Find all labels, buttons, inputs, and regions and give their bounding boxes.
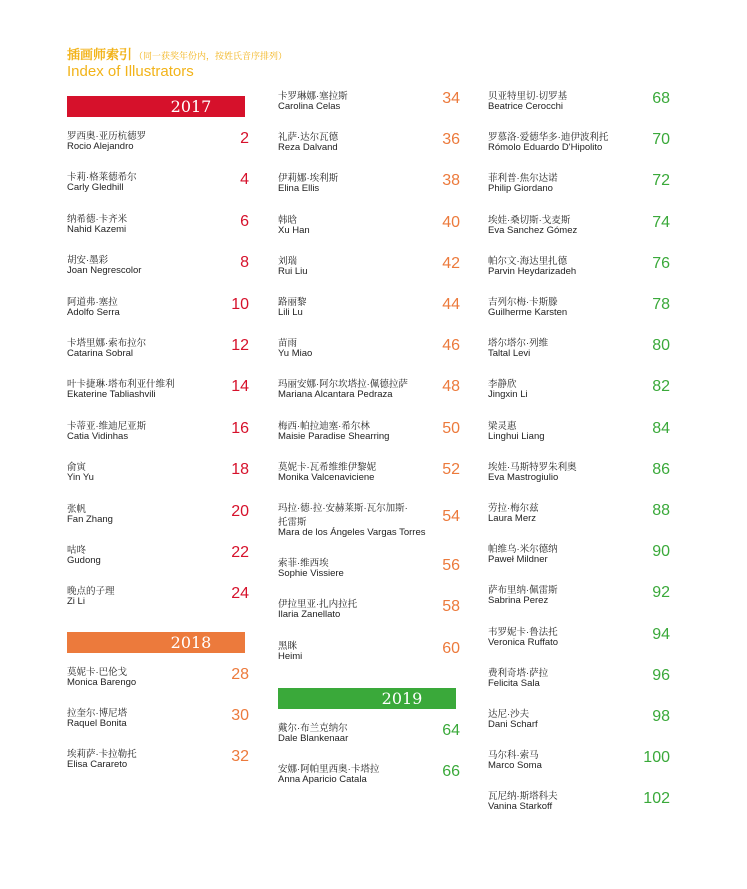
- illustrator-name-en: Veronica Ruffato: [488, 636, 559, 648]
- illustrator-name-en: Rui Liu: [278, 265, 308, 277]
- illustrator-name-cn: 埃莉萨·卡拉勒托: [67, 749, 137, 760]
- illustrator-name-cn: 帕尔文·海达里扎德: [488, 255, 568, 267]
- illustrator-name-cn: 张帆: [67, 503, 87, 515]
- illustrator-name-en: Carolina Celas: [278, 101, 341, 112]
- illustrator-name-cn: 梅西·帕拉迪塞·希尔林: [278, 420, 370, 432]
- index-entry[interactable]: [488, 335, 670, 375]
- index-entry[interactable]: [67, 542, 249, 582]
- index-entry[interactable]: [67, 664, 249, 704]
- index-entry[interactable]: [488, 212, 670, 252]
- index-entry[interactable]: [488, 706, 670, 746]
- page-number[interactable]: 90: [652, 543, 670, 561]
- index-entry[interactable]: [67, 128, 249, 168]
- illustrator-name-cn: 叶卡捷琳·塔布利亚什维利: [67, 379, 175, 391]
- illustrator-name-cn: 吉列尔梅·卡斯滕: [488, 297, 558, 308]
- illustrator-name-en: Yu Miao: [278, 348, 313, 360]
- illustrator-name-en: Adolfo Serra: [67, 306, 120, 318]
- illustrator-name-en: Lili Lu: [278, 307, 303, 318]
- index-entry[interactable]: [488, 788, 670, 828]
- illustrator-name-cn: 达尼·沙夫: [488, 709, 530, 720]
- index-entry[interactable]: [278, 129, 460, 169]
- page-number[interactable]: 14: [231, 378, 249, 396]
- illustrator-name-en: Dani Scharf: [488, 719, 538, 730]
- illustrator-name-en: Monica Barengo: [67, 677, 137, 688]
- illustrator-name-cn: 费利奇塔·萨拉: [488, 667, 549, 679]
- illustrator-name-en: Beatrice Cerocchi: [488, 101, 563, 112]
- page-number[interactable]: 64: [442, 722, 460, 739]
- page-number[interactable]: 88: [652, 502, 670, 519]
- index-entry[interactable]: [278, 638, 460, 678]
- page-number[interactable]: 38: [442, 172, 460, 190]
- illustrator-name-cn: 帕维乌·米尔德纳: [488, 544, 558, 556]
- page-number[interactable]: 72: [652, 172, 670, 190]
- illustrator-name-en: Parvin Heydarizadeh: [488, 265, 577, 277]
- illustrator-name-en: Heimi: [278, 650, 303, 662]
- illustrator-name-en: Gudong: [67, 555, 101, 566]
- illustrator-name-en: Paweł Mildner: [488, 554, 548, 566]
- page-number[interactable]: 82: [652, 378, 670, 396]
- index-entry[interactable]: [488, 624, 670, 664]
- illustrator-name-cn: 劳拉·梅尔兹: [488, 503, 539, 514]
- illustrator-name-cn: 玛丽安娜·阿尔坎塔拉·佩德拉萨: [278, 379, 408, 391]
- illustrator-name-cn: 莫妮卡·巴伦戈: [67, 667, 128, 678]
- index-entry[interactable]: [67, 211, 249, 251]
- illustrator-name-cn: 戴尔·布兰克纳尔: [278, 723, 348, 734]
- page-number[interactable]: 76: [652, 254, 670, 272]
- illustrator-name-en: Zi Li: [67, 596, 85, 608]
- illustrator-name-cn: 韦罗妮卡·鲁法托: [488, 626, 558, 638]
- illustrator-name-cn: 玛拉·德·拉·安赫莱斯·瓦尔加斯·: [278, 503, 408, 514]
- illustrator-name-en: Monika Valcenaviciene: [278, 471, 375, 483]
- page-number[interactable]: 44: [442, 296, 460, 313]
- page-number[interactable]: 60: [442, 639, 460, 657]
- page-number[interactable]: 32: [231, 748, 249, 765]
- page-number[interactable]: 34: [442, 90, 460, 107]
- illustrator-name-en: Raquel Bonita: [67, 718, 127, 729]
- index-entry[interactable]: [67, 169, 249, 209]
- page-number[interactable]: 98: [652, 708, 670, 725]
- illustrator-name-cn: 马尔科·索马: [488, 750, 539, 762]
- illustrator-name-cn: 苗雨: [278, 338, 298, 350]
- illustrator-name-en: Elina Ellis: [278, 183, 320, 195]
- illustrator-name-cn: 莫妮卡·瓦希维维伊黎妮: [278, 461, 377, 473]
- index-entry[interactable]: [67, 583, 249, 623]
- index-entry[interactable]: [278, 253, 460, 293]
- index-entry[interactable]: [488, 88, 670, 128]
- index-entry[interactable]: [488, 253, 670, 293]
- index-entry[interactable]: [278, 459, 460, 499]
- index-entry[interactable]: [67, 705, 249, 745]
- index-entry[interactable]: [488, 294, 670, 334]
- page-number[interactable]: 84: [652, 419, 670, 437]
- page-number[interactable]: 54: [442, 508, 460, 525]
- page-number[interactable]: 58: [442, 598, 460, 616]
- illustrator-name-en: Philip Giordano: [488, 183, 553, 195]
- index-entry[interactable]: [278, 88, 460, 128]
- illustrator-name-en: Taltal Levi: [488, 348, 531, 360]
- illustrator-name-cn: 礼萨·达尔瓦德: [278, 132, 339, 144]
- index-entry[interactable]: [278, 720, 460, 760]
- page-number[interactable]: 96: [652, 666, 670, 684]
- page-number[interactable]: 52: [442, 460, 460, 478]
- page-number[interactable]: 8: [240, 254, 249, 272]
- illustrator-name-cn: 卡莉·格莱德希尔: [67, 172, 137, 184]
- illustrator-name-cn: 卡塔里娜·索布拉尔: [67, 338, 147, 349]
- page-number[interactable]: 16: [231, 419, 249, 437]
- page-number[interactable]: 18: [231, 461, 249, 479]
- page-number[interactable]: 12: [231, 337, 249, 354]
- index-entry[interactable]: [488, 376, 670, 416]
- illustrator-name-en: Mara de los Ángeles Vargas Torres: [278, 527, 426, 538]
- year-heading-2018: [67, 632, 245, 653]
- illustrator-name-cn: 安娜·阿帕里西奥·卡塔拉: [278, 764, 380, 775]
- index-entry[interactable]: [488, 541, 670, 581]
- index-entry[interactable]: [278, 376, 460, 416]
- illustrator-name-cn: 俞寅: [67, 462, 87, 474]
- index-title-en: Index of Illustrators: [67, 63, 194, 80]
- page-number[interactable]: 30: [231, 707, 249, 724]
- illustrator-name-cn: 晚点的子理: [67, 586, 115, 598]
- page-number[interactable]: 20: [231, 502, 249, 520]
- illustrator-name-cn: 梁灵惠: [488, 420, 517, 432]
- illustrator-name-cn: 伊莉娜·埃利斯: [278, 173, 339, 185]
- illustrator-name-en: Fan Zhang: [67, 513, 113, 525]
- page-number[interactable]: 10: [231, 295, 249, 313]
- illustrator-name-cn-line2: 托雷斯: [278, 517, 307, 528]
- index-entry[interactable]: [278, 212, 460, 252]
- page-number[interactable]: 74: [652, 213, 670, 231]
- illustrator-name-cn: 贝亚特里切·切罗基: [488, 91, 568, 102]
- illustrator-name-cn: 黑眯: [278, 640, 298, 652]
- illustrator-name-en: Rómolo Eduardo D'Hipolito: [488, 142, 603, 154]
- illustrator-name-cn: 伊拉里亚·扎内拉托: [278, 599, 358, 611]
- illustrator-name-cn: 埃娃·桑切斯·戈麦斯: [488, 214, 571, 226]
- illustrator-name-en: Ilaria Zanellato: [278, 609, 341, 621]
- illustrator-name-en: Vanina Starkoff: [488, 801, 553, 813]
- index-entry[interactable]: [488, 170, 670, 210]
- index-entry[interactable]: [278, 335, 460, 375]
- index-entry[interactable]: [67, 376, 249, 416]
- page-number[interactable]: 92: [652, 584, 670, 602]
- illustrator-name-en: Rocio Alejandro: [67, 141, 134, 152]
- illustrator-name-en: Carly Gledhill: [67, 182, 124, 194]
- index-entry[interactable]: [278, 418, 460, 458]
- illustrator-name-cn: 萨布里纳·佩雷斯: [488, 585, 558, 597]
- page-number[interactable]: 4: [240, 171, 249, 189]
- illustrator-name-en: Jingxin Li: [488, 389, 528, 401]
- illustrator-name-en: Maisie Paradise Shearring: [278, 430, 390, 442]
- illustrator-name-en: Linghui Liang: [488, 430, 545, 442]
- page-number[interactable]: 42: [442, 254, 460, 272]
- index-entry[interactable]: [488, 459, 670, 499]
- illustrator-name-cn: 拉奎尔·博尼塔: [67, 708, 128, 719]
- illustrator-name-cn: 卡罗琳娜·塞拉斯: [278, 91, 348, 102]
- illustrator-name-en: Felicita Sala: [488, 677, 540, 689]
- page-number[interactable]: 2: [240, 130, 249, 147]
- illustrator-name-en: Dale Blankenaar: [278, 733, 349, 744]
- illustrator-name-cn: 胡安·墨彩: [67, 255, 109, 267]
- illustrator-name-en: Yin Yu: [67, 472, 94, 484]
- illustrator-name-cn: 刘瑞: [278, 255, 298, 267]
- index-title-cn: [67, 44, 287, 63]
- illustrator-name-cn: 韩晗: [278, 214, 298, 226]
- illustrator-name-en: Xu Han: [278, 224, 310, 236]
- illustrator-name-cn: 路丽黎: [278, 297, 307, 308]
- illustrator-name-en: Eva Mastrogiulio: [488, 471, 559, 483]
- page-number[interactable]: 46: [442, 337, 460, 355]
- illustrator-name-cn: 罗慕洛·爱德华多·迪伊波利托: [488, 132, 609, 144]
- index-entry[interactable]: [278, 555, 460, 595]
- page-number[interactable]: 48: [442, 378, 460, 396]
- illustrator-name-cn: 菲利普·焦尔达诺: [488, 173, 558, 185]
- illustrator-name-cn: 卡蒂亚·维迪尼亚斯: [67, 420, 147, 432]
- illustrator-name-en: Ekaterine Tabliashvili: [67, 389, 156, 401]
- index-entry[interactable]: [488, 418, 670, 458]
- illustrator-name-en: Guilherme Karsten: [488, 307, 568, 318]
- page-number[interactable]: 102: [643, 790, 670, 808]
- page-number[interactable]: 50: [442, 419, 460, 437]
- illustrator-name-cn: 塔尔塔尔·列维: [488, 338, 549, 350]
- index-entry[interactable]: [278, 170, 460, 210]
- illustrator-name-en: Nahid Kazemi: [67, 223, 127, 235]
- index-title-note: （同一获奖年份内，按姓氏音序排列）: [134, 51, 288, 61]
- illustrator-name-en: Reza Dalvand: [278, 142, 338, 154]
- illustrator-name-en: Mariana Alcantara Pedraza: [278, 389, 393, 401]
- index-entry[interactable]: [488, 747, 670, 787]
- illustrator-name-en: Elisa Carareto: [67, 759, 128, 770]
- illustrator-name-cn: 咕咚: [67, 545, 87, 556]
- year-heading-2017: [67, 96, 245, 117]
- page-number[interactable]: 100: [643, 749, 670, 767]
- index-entry[interactable]: [488, 129, 670, 169]
- index-entry[interactable]: [488, 582, 670, 622]
- illustrator-name-en: Eva Sanchez Gómez: [488, 224, 578, 236]
- page-number[interactable]: 70: [652, 131, 670, 149]
- page-number[interactable]: 40: [442, 213, 460, 231]
- index-entry[interactable]: [67, 459, 249, 499]
- illustrator-name-en: Marco Soma: [488, 760, 542, 772]
- illustrator-name-en: Joan Negrescolor: [67, 265, 142, 277]
- illustrator-name-cn: 埃娃·马斯特罗朱利奥: [488, 461, 577, 473]
- illustrator-name-en: Catia Vidinhas: [67, 430, 129, 442]
- illustrator-name-cn: 罗西奥·亚历杭德罗: [67, 131, 147, 142]
- index-entry[interactable]: [278, 596, 460, 636]
- index-entry[interactable]: [488, 500, 670, 540]
- index-entry[interactable]: [67, 418, 249, 458]
- index-title-cn-text: 插画师索引: [67, 47, 133, 62]
- page-number[interactable]: 86: [652, 460, 670, 478]
- page-number[interactable]: 68: [652, 90, 670, 107]
- page-number[interactable]: 24: [231, 585, 249, 603]
- index-entry[interactable]: [67, 746, 249, 786]
- illustrator-name-cn: 瓦尼纳·斯塔科夫: [488, 791, 558, 803]
- illustrator-name-en: Sophie Vissiere: [278, 568, 344, 580]
- page-number[interactable]: 80: [652, 337, 670, 355]
- page-number[interactable]: 22: [231, 544, 249, 561]
- year-heading-label: 2019: [381, 689, 423, 708]
- illustrator-name-cn: 索菲·维西埃: [278, 558, 329, 570]
- page-number[interactable]: 6: [240, 212, 249, 230]
- illustrator-name-en: Anna Aparicio Catala: [278, 774, 367, 785]
- page-number[interactable]: 78: [652, 296, 670, 313]
- year-heading-2019: [278, 688, 456, 709]
- page-number[interactable]: 66: [442, 763, 460, 780]
- illustrator-name-en: Laura Merz: [488, 513, 537, 524]
- index-entry[interactable]: [488, 665, 670, 705]
- illustrator-name-cn: 李静欣: [488, 379, 517, 391]
- year-heading-label: 2018: [170, 633, 212, 652]
- index-entry[interactable]: [67, 501, 249, 541]
- illustrator-name-cn: 阿道弗·塞拉: [67, 296, 118, 308]
- index-entry[interactable]: [278, 500, 460, 540]
- year-heading-label: 2017: [170, 97, 212, 116]
- page-number[interactable]: 36: [442, 131, 460, 149]
- index-entry[interactable]: [67, 294, 249, 334]
- illustrator-name-en: Sabrina Perez: [488, 595, 549, 607]
- page-number[interactable]: 28: [231, 666, 249, 683]
- page-number[interactable]: 56: [442, 557, 460, 575]
- illustrator-name-cn: 纳希德·卡齐米: [67, 213, 128, 225]
- index-entry[interactable]: [278, 761, 460, 801]
- page-number[interactable]: 94: [652, 625, 670, 643]
- index-entry[interactable]: [278, 294, 460, 334]
- index-entry[interactable]: [67, 335, 249, 375]
- index-entry[interactable]: [67, 252, 249, 292]
- illustrator-name-en: Catarina Sobral: [67, 348, 134, 359]
